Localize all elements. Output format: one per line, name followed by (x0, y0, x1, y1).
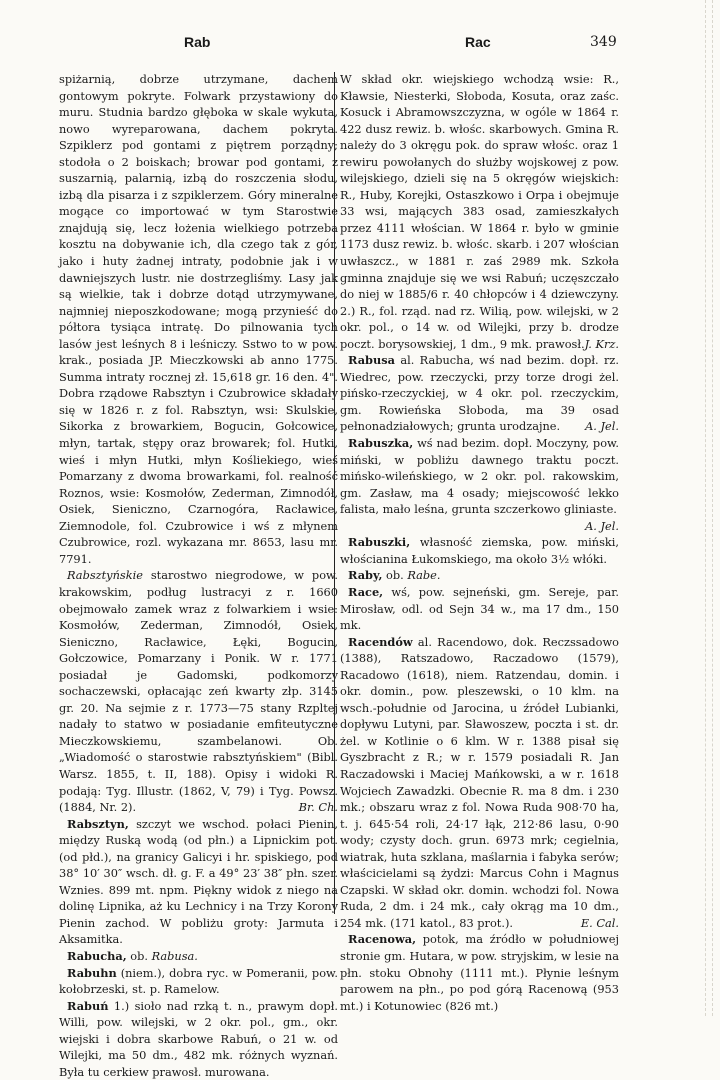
right-column (340, 71, 619, 1014)
header-left-catchword: Rab (184, 34, 211, 50)
entry-headword: Rabsztyńskie (67, 568, 143, 583)
entry-paragraph (340, 435, 619, 534)
author-signature: E. Cal. (580, 915, 619, 930)
entry-headword: Rabsztyn, (67, 816, 129, 831)
entry-headword: Rabuhn (67, 965, 117, 980)
entry-text: al. Rabucha, wś nad bezim. dopł. rz. Wiedrec, pow. rzeczycki, przy torze drogi żel. pińsko-rzeczyckiej, w 4 okr. pol. rzeczyckim, gm. Rowieńska Słoboda, ma 39 osad pełnonadziałowych; grunta urodzajne. (340, 353, 619, 434)
author-signature: A. Jel. (585, 419, 619, 434)
entry-text: wś nad bezim. dopł. Moczyny, pow. miński, w pobliżu dawnego traktu poczt. mińsko-wileńskiego, w 2 okr. pol. rakowskim, gm. Zasław, ma 4 osady; miejscowość lekko falista, mało leśna, grunta szczerkowo gliniaste. (340, 436, 619, 517)
running-header (0, 34, 720, 56)
page-number: 349 (590, 34, 617, 50)
entry-paragraph (59, 965, 338, 998)
entry-paragraph (59, 998, 338, 1080)
left-column (59, 71, 338, 1080)
entry-paragraph (59, 816, 338, 948)
scan-margin-line (705, 0, 706, 1016)
author-signature: A. Jel. (585, 518, 619, 533)
entry-text: starostwo niegrodowe, w pow. krakowskim, podług lustracyi z r. 1660 obejmowało zamek wraz z folwarkiem i wsie: Kosmołów, Zederman, Zimnodół, Osiek, Sieniczno, Racławice, Łęki, Bogucin, Gołczowice, Pomarzany i Ponik. W r. 1771 posiadał je Gadomski, podkomorzy sochaczewski, opłacając zeń kwarty złp. 3145 gr. 20. Na sejmie z r. 1773—75 stany Rzpltej nadały to statwo w posiadanie emfiteutyczne Mieczkowskiemu, szambelanowi. Ob. „Wiadomość o starostwie rabsztyńskiem" (Bibl. Warsz. 1855, t. II, 188). Opisy i widoki R. podają: Tyg. Illustr. (1862, V, 79) i Tyg. Powsz. (1884, Nr. 2). (59, 568, 338, 815)
entry-paragraph (340, 634, 619, 932)
entry-paragraph (340, 534, 619, 567)
entry-headword: Raby, (348, 568, 383, 583)
entry-paragraph (59, 71, 338, 567)
entry-headword: Rabuszka, (348, 436, 414, 451)
entry-text: (niem.), dobra ryc. w Pomeranii, pow. kołobrzeski, st. p. Ramelow. (59, 965, 338, 997)
header-right-catchword: Rac (465, 34, 491, 50)
entry-text: spiżarnią, dobrze utrzymane, dachem gontowym pokryte. Folwark przystawiony do muru. Studnia bardzo głęboka w skale wykuta, nowo wyreparowana, dachem pokryta. Szpiklerz pod gontami z piętrem porządny; stodoła o 2 boiskach; browar pod gontami, z suszarnią, palarnią, izbą do roszczenia słodu, izbą dla pisarza i z szpiklerzem. Góry mineralne mogące co importować w tym Starostwie znajdują się, lecz łożenia wielkiego potrzeba kosztu na dobywanie ich, dla czego tak z gór, jako i huty żadnej intraty, podobnie jak i w dawniejszych lustr. nie dostrzegliśmy. Lasy jak są wielkie, tak i dobrze dotąd utrzymywane, najmniej nieposzkodowane; mogą przynieść do półtora tysiąca intratę. Do pilnowania tych lasów jest leśnych 8 i leśniczy. Sstwo to w pow. krak., posiada JP. Mieczkowski ab anno 1775. Summa intraty rocznej zł. 15,618 gr. 16 den. 4". Dobra rządowe Rabsztyn i Czubrowice składały się w 1826 r. z fol. Rabsztyn, wsi: Skulskie, Sikorka z browarkiem, Bogucin, Gołcowice, młyn, tartak, stępy oraz browarek; fol. Hutki, wieś i młyn Hutki, młyn Kośliekiego, wieś Pomarzany z dwoma browarkami, fol. realność Roznos, wsie: Kosmołów, Zederman, Zimnodół, Osiek, Sieniczno, Czarnogóra, Racławice, Ziemnodole, fol. Czubrowice i wś z młynem Czubrowice, rozl. wykazana mr. 8653, lasu mr. 7791. (59, 72, 338, 566)
entry-headword: Rabusa (348, 353, 395, 368)
entry-headword: Rabuń (67, 998, 109, 1013)
entry-text: 1.) sioło nad rzką t. n., prawym dopł. Willi, pow. wilejski, w 2 okr. pol., gm., okr. wiejski i dobra skarbowe Rabuń, o 21 w. od Wilejki, ma 50 dm., 482 mk. różnych wyznań. Była tu cerkiew prawosł. murowana. (59, 998, 338, 1079)
author-signature: Br. Ch. (298, 800, 338, 815)
entry-text: potok, ma źródło w południowej stronie gm. Hutara, w pow. stryjskim, w lesie na płn. stoku Obnohy (1111 mt.). Płynie leśnym parowem na płn., po pod górą Racenową (953 mt.) i Kotunowiec (826 mt.) (340, 932, 619, 1013)
entry-text: wś, pow. sejneński, gm. Sereje, par. Mirosław, odl. od Sejn 34 w., ma 17 dm., 150 mk. (340, 584, 619, 633)
entry-headword: Racenowa, (348, 932, 417, 947)
entry-headword: Racendów (348, 634, 413, 649)
entry-text: własność ziemska, pow. miński, włościanina Łukomskiego, ma około 3½ włóki. (340, 535, 619, 566)
entry-reference: Rabe. (407, 568, 441, 583)
entry-paragraph (340, 931, 619, 1014)
entry-text: ob. (382, 568, 408, 583)
entry-text: W skład okr. wiejskiego wchodzą wsie: R., Kławsie, Niesterki, Słoboda, Kosuta, oraz zaśc. Kosuck i Abramowszczyzna, w ogóle w 1864 r. 422 dusz rewiz. b. włośc. skarbowych. Gmina R. należy do 3 okręgu pok. do spraw włośc. oraz 1 rewiru powołanych do służby wojskowej z pow. wilejskiego, dzieli się na 5 okręgów wiejskich: R., Huby, Korejki, Ostaszkowo i Orpa i obejmuje 33 wsi, mających 383 osad, zamieszkałych przez 4111 włościan. W 1864 r. było w gminie 1173 dusz rewiz. b. włośc. skarb. i 207 włościan uwłaszcz., w 1881 r. zaś 2989 mk. Szkoła gminna znajduje się we wsi Rabuń; uczęszczało do niej w 1885/6 r. 40 chłopców i 4 dziewczyny. 2.) R., fol. rząd. nad rz. Wilią, pow. wilejski, w 2 okr. pol., o 14 w. od Wilejki, przy b. drodze poczt. borysowskiej, 1 dm., 9 mk. prawosł. (340, 72, 619, 351)
scan-margin-line (712, 0, 713, 1016)
entry-text: szczyt we wschod. połaci Pienin, między Ruską wodą (od płn.) a Lipnickim pot. (od płd.), na granicy Galicyi i hr. spiskiego, pod 38° 10′ 30″ wsch. dł. g. F. a 49° 23′ 38″ płn. szer. Wznies. 899 mt. npm. Piękny widok z niego na dolinę Lipnika, aż ku Lechnicy i na Trzy Korony Pienin zachod. W pobliżu groty: Jarmuta i Aksamitka. (59, 816, 338, 947)
entry-paragraph (340, 584, 619, 634)
entry-reference: Rabusa. (151, 948, 198, 963)
entry-paragraph (340, 71, 619, 352)
entry-paragraph (340, 352, 619, 435)
column-divider (334, 72, 335, 914)
entry-headword: Rabuszki, (348, 535, 411, 550)
entry-paragraph (59, 567, 338, 815)
author-signature: J. Krz. (584, 336, 619, 351)
entry-headword: Race, (348, 584, 384, 599)
entry-text: al. Racendowo, dok. Reczssadowo (1388), Ratszadowo, Raczadowo (1579), Racadowo (1618), niem. Ratzendau, domin. i okr. domin., pow. pleszewski, o 10 klm. na wsch.-południe od Jarocina, u źródeł Lubianki, dopływu Lutyni, par. Sławoszew, poczta i st. dr. żel. w Kotlinie o 6 klm. W r. 1388 pisał się Gyszbracht z R.; w r. 1579 posiadali R. Jan Raczadowski i Maciej Mańkowski, a w r. 1618 Wojciech Zawadzki. Obecnie R. ma 8 dm. i 230 mk.; obszaru wraz z fol. Nowa Ruda 908·70 ha, t. j. 645·54 roli, 24·17 łąk, 212·86 lasu, 0·90 wody; czysty doch. grun. 6973 mrk; cegielnia, wiatrak, huta szklana, maślarnia i fabyka serów; właścicielami są żydzi: Marcus Cohn i Magnus Czapski. W skład okr. domin. wchodzi fol. Nowa Ruda, 2 dm. i 24 mk., cały okrąg ma 10 dm., 254 mk. (171 katol., 83 prot.). (340, 634, 619, 930)
entry-text: ob. (126, 948, 152, 963)
entry-headword: Rabucha, (67, 948, 127, 963)
entry-paragraph (340, 567, 619, 584)
entry-paragraph (59, 948, 338, 965)
